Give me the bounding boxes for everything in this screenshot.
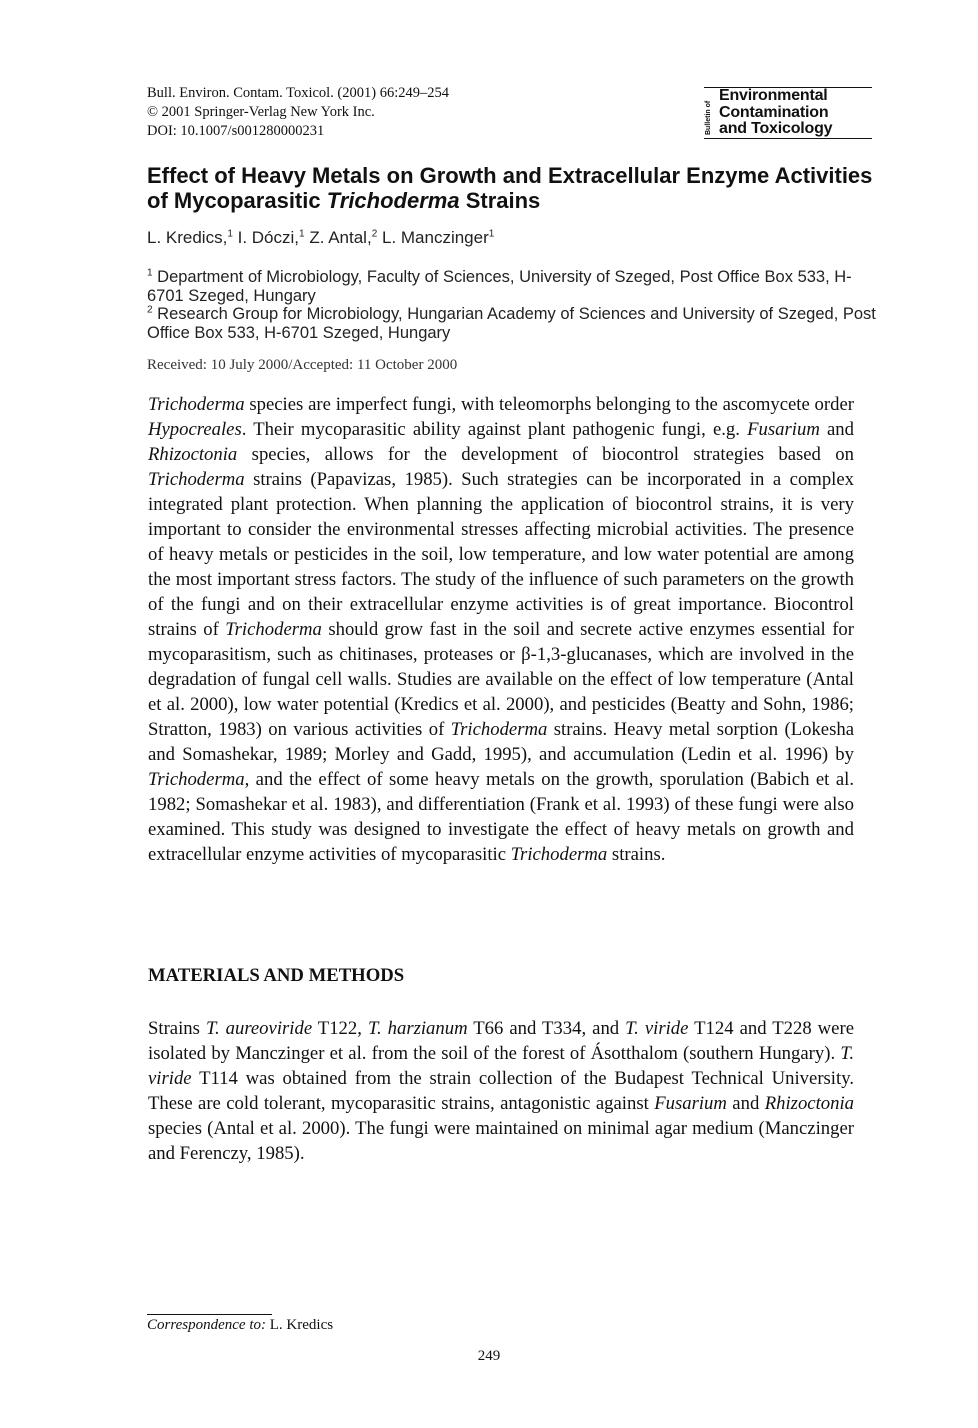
author-affil-ref: 2: [371, 228, 378, 240]
logo-line-1: Environmental: [719, 87, 828, 104]
citation-line-1: Bull. Environ. Contam. Toxicol. (2001) 66:249–254: [147, 85, 449, 101]
received-dates: Received: 10 July 2000/Accepted: 11 October 2000: [147, 357, 458, 373]
journal-logo: [704, 87, 872, 139]
logo-line-3: and Toxicology: [719, 120, 833, 137]
affiliation-2: $^2$ Research Group for Microbiology, Hungarian Academy of Sciences and University of Szeged, Post Office Box 533, H-6701 Szeged, Hungary: [147, 304, 876, 342]
introduction-paragraph: [148, 392, 854, 867]
author-name: Z. Antal,: [309, 228, 372, 247]
author-name: I. Dóczi,: [237, 228, 300, 247]
citation-line-2: © 2001 Springer-Verlag New York Inc.: [147, 104, 375, 120]
title-genus: Trichoderma: [326, 188, 460, 213]
logo-line-2: Contamination: [719, 103, 829, 121]
correspondence-footnote: [147, 1317, 333, 1334]
footnote-value: L. Kredics: [269, 1317, 334, 1333]
logo-rule-bottom: [704, 138, 872, 139]
footnote-rule: [147, 1314, 272, 1315]
intro-text: Trichoderma species are imperfect fungi, with teleomorphs belonging to the ascomycete order Hypocreales. Their mycoparasitic ability against plant pathogenic fungi, e.g. Fusarium and Rhizoctonia species, allows for the development of biocontrol strategies based on Trichoderma strains (Papavizas, 1985). Such strategies can be incorporated in a complex integrated plant protection. When planning the application of biocontrol strains, it is very important to consider the environmental stresses affecting microbial activities. The presence of heavy metals or pesticides in the soil, low temperature, and low water potential are among the most important stress factors. The study of the influence of such parameters on the growth of the fungi and on their extracellular enzyme activities is of great importance. Biocontrol strains of Trichoderma should grow fast in the soil and secrete active enzymes essential for mycoparasitism, such as chitinases, proteases or β-1,3-glucanases, which are involved in the degradation of fungal cell walls. Studies are available on the effect of low temperature (Antal et al. 2000), low water potential (Kredics et al. 2000), and pesticides (Beatty and Sohn, 1986; Stratton, 1983) on various activities of Trichoderma strains. Heavy metal sorption (Lokesha and Somashekar, 1989; Morley and Gadd, 1995), and accumulation (Ledin et al. 1996) by Trichoderma, and the effect of some heavy metals on the growth, sporulation (Babich et al. 1982; Somashekar et al. 1983), and differentiation (Frank et al. 1993) of these fungi were also examined. This study was designed to investigate the effect of heavy metals on growth and extracellular enzyme activities of mycoparasitic Trichoderma strains.: [148, 394, 855, 865]
title-part-2: Strains: [459, 188, 541, 213]
page-number: 249: [477, 1348, 501, 1364]
affiliations: [147, 268, 887, 342]
section-heading-methods: MATERIALS AND METHODS: [148, 965, 405, 986]
author-affil-ref: 1: [488, 228, 495, 240]
author-affil-ref: 1: [227, 228, 233, 240]
footnote-label: Correspondence to:: [147, 1317, 267, 1333]
title-part-1: Effect of Heavy Metals on Growth and Extracellular Enzyme Activities of Mycoparasitic: [147, 163, 873, 213]
methods-paragraph: [148, 1016, 854, 1166]
citation-line-3: DOI: 10.1007/s001280000231: [147, 123, 325, 139]
citation-block: [147, 84, 449, 141]
author-affil-ref: 1: [299, 228, 305, 240]
affiliation-1: $^1$ Department of Microbiology, Faculty of Sciences, University of Szeged, Post Office Box 533, H-6701 Szeged, Hungary: [147, 267, 852, 305]
logo-text: [719, 88, 832, 138]
author-list: [147, 228, 494, 248]
methods-text: Strains T. aureoviride T122, T. harzianum T66 and T334, and T. viride T124 and T228 were isolated by Manczinger et al. from the soil of the forest of Ásotthalom (southern Hungary). T. viride T114 was obtained from the strain collection of the Budapest Technical University. These are cold tolerant, mycoparasitic strains, antagonistic against Fusarium and Rhizoctonia species (Antal et al. 2000). The fungi were maintained on minimal agar medium (Manczinger and Ferenczy, 1985).: [148, 1018, 854, 1164]
paper-title: [147, 163, 887, 213]
author-name: L. Kredics,: [147, 228, 228, 247]
author-name: L. Manczinger: [381, 228, 489, 247]
logo-prefix: Bulletin of: [705, 100, 712, 135]
